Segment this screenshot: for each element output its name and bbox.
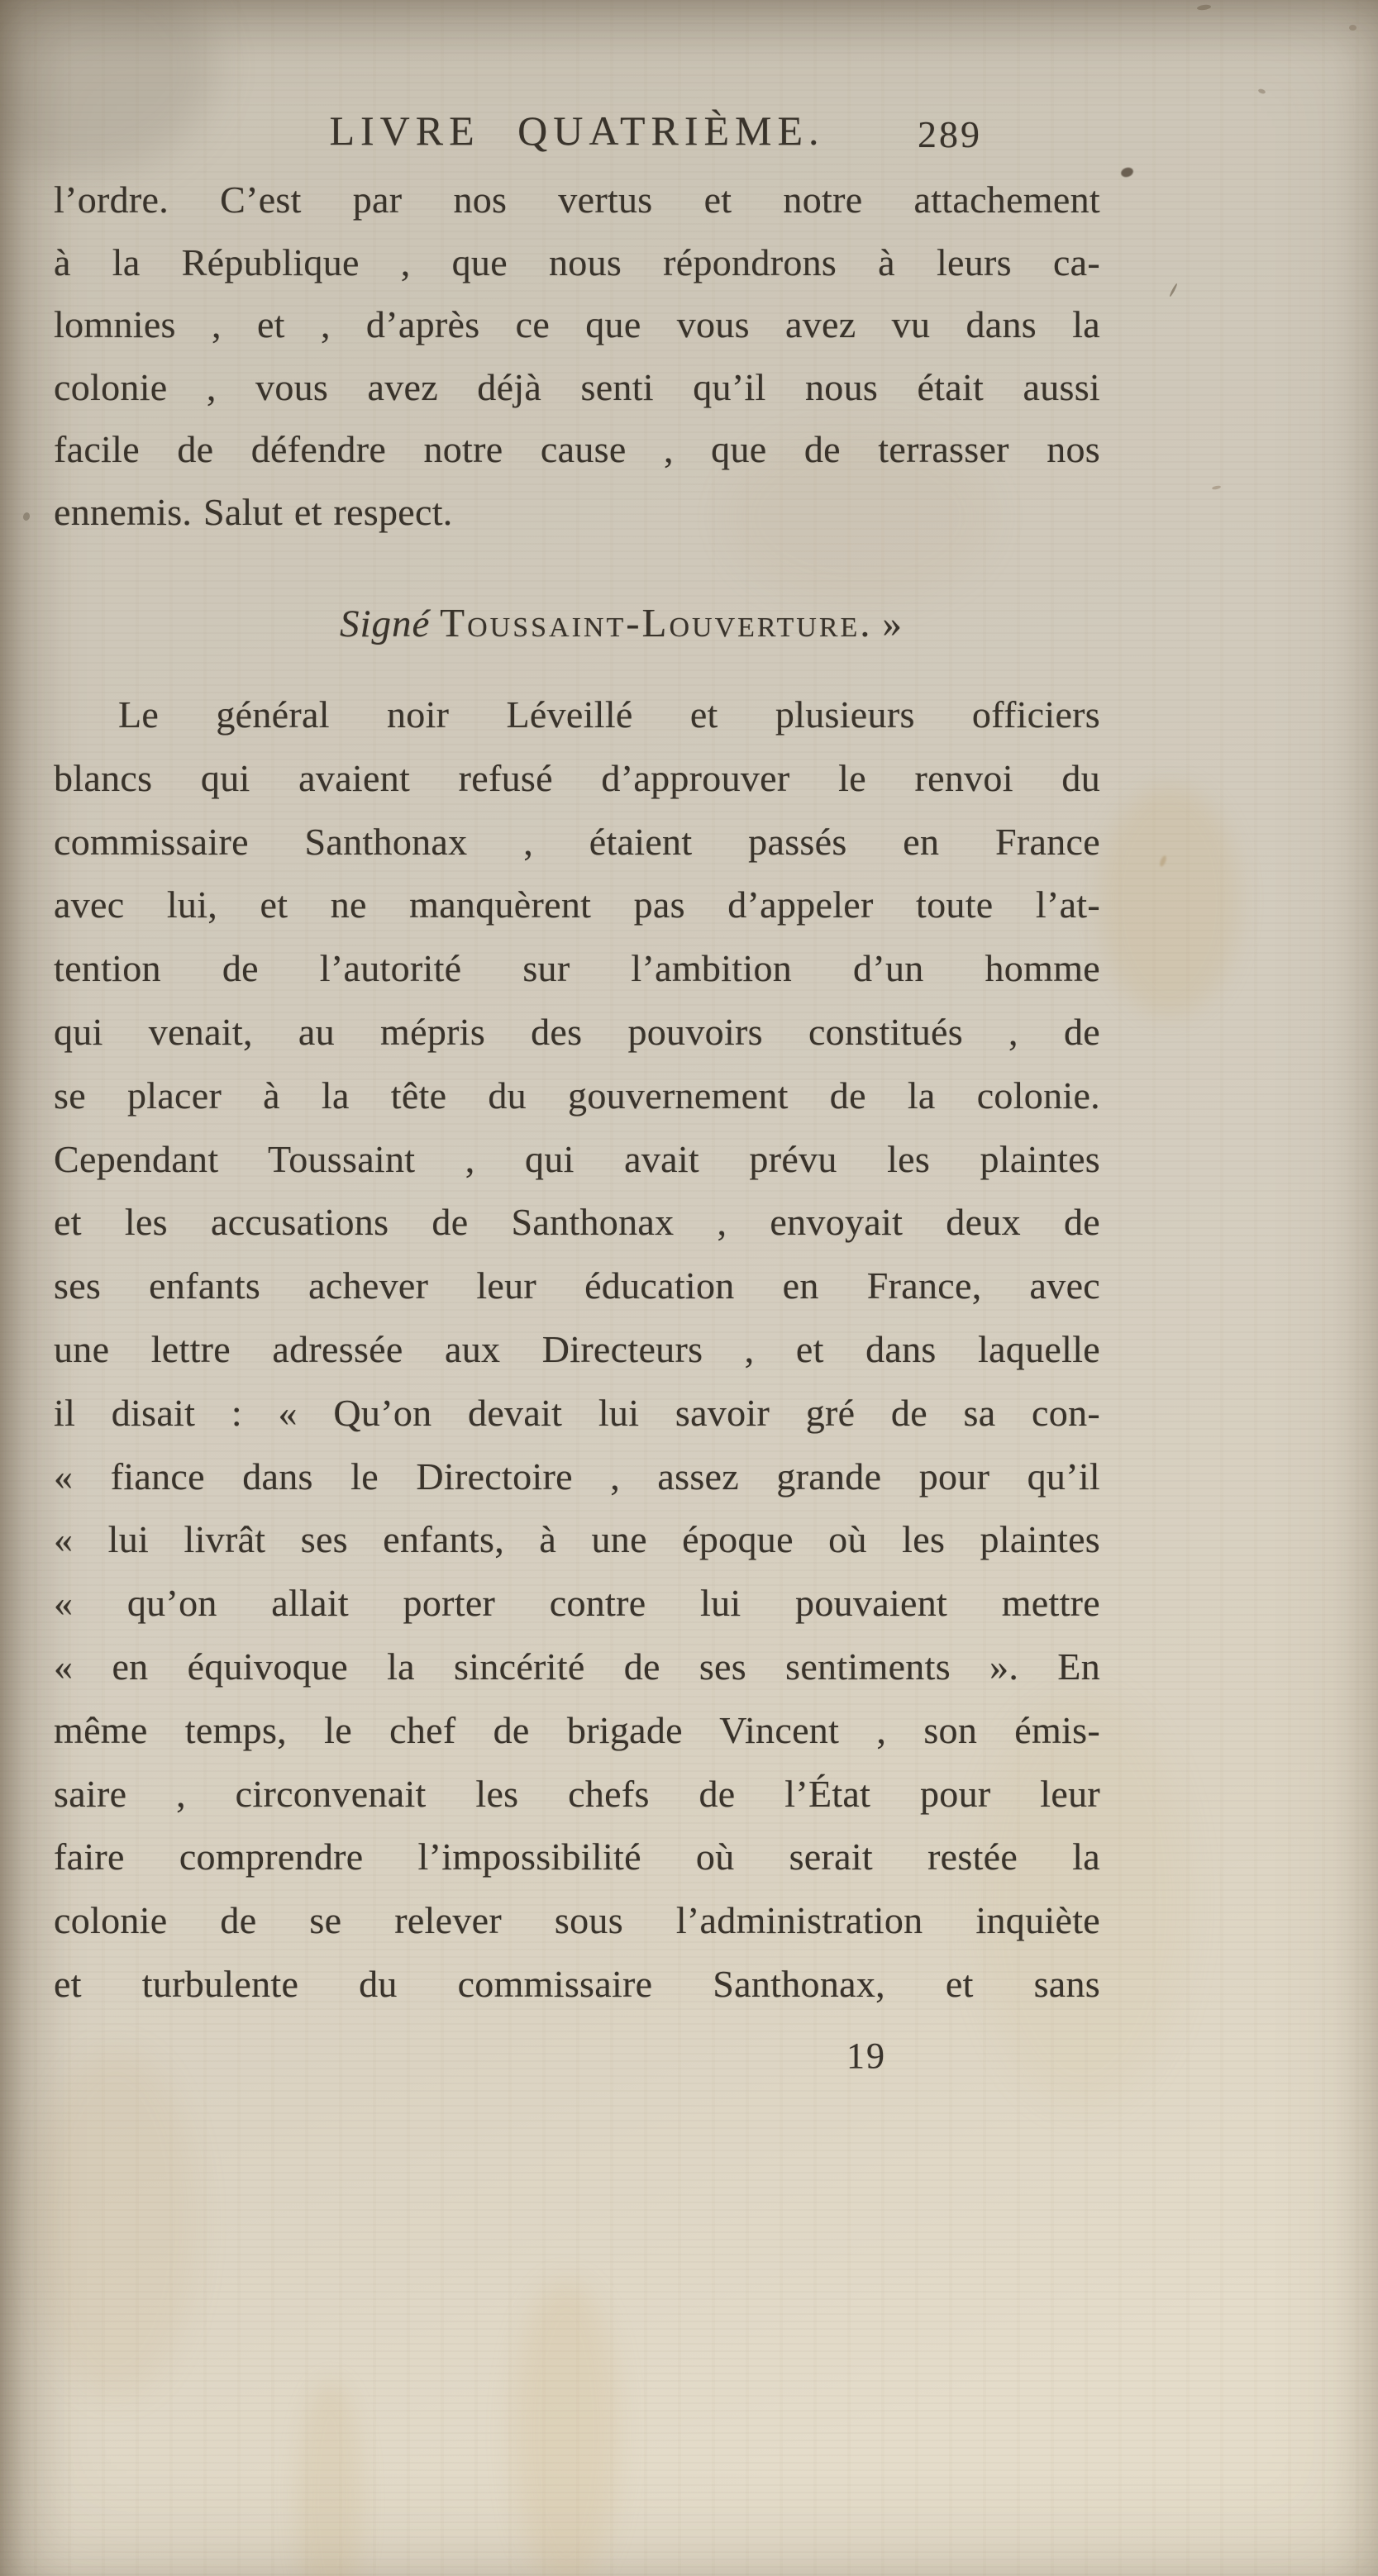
text-line: qui venait, au mépris des pouvoirs constitués , de — [54, 1010, 1100, 1053]
text-line: à la République , que nous répondrons à leurs ca- — [54, 240, 1100, 283]
text-line: « fiance dans le Directoire , assez grande pour qu’il — [54, 1455, 1100, 1498]
text-line: et turbulente du commissaire Santhonax, et sans — [54, 1962, 1100, 2005]
text-line: « qu’on allait porter contre lui pouvaient mettre — [54, 1582, 1100, 1625]
text-line: faire comprendre l’impossibilité où serait restée la — [54, 1836, 1100, 1878]
text-line: même temps, le chef de brigade Vincent , son émis- — [54, 1708, 1100, 1751]
ink-speck — [1169, 283, 1178, 297]
text-line: Cependant Toussaint , qui avait prévu les plaintes — [54, 1137, 1100, 1180]
paper-stain — [298, 2380, 364, 2576]
page-number: 289 — [918, 113, 982, 155]
text-line: tention de l’autorité sur l’ambition d’un homme — [54, 947, 1100, 990]
text-line: ennemis. Salut et respect. — [54, 490, 453, 533]
text-line: saire , circonvenait les chefs de l’État pour leur — [54, 1772, 1100, 1815]
ink-speck — [1349, 25, 1357, 31]
paragraph-narrative — [54, 683, 1100, 2017]
text-line: blancs qui avaient refusé d’approuver le renvoi du — [54, 756, 1100, 799]
text-line: « lui livrât ses enfants, à une époque où les plaintes — [54, 1518, 1100, 1561]
text-line: colonie de se relever sous l’administration inquiète — [54, 1899, 1100, 1942]
text-line: une lettre adressée aux Directeurs , et dans laquelle — [54, 1327, 1100, 1370]
ink-speck — [1257, 88, 1266, 95]
text-line: Le général noir Léveillé et plusieurs officiers — [118, 693, 1100, 736]
text-line: il disait : « Qu’on devait lui savoir gré de sa con- — [54, 1391, 1100, 1434]
ink-speck — [1120, 166, 1135, 179]
text-line: « en équivoque la sincérité de ses sentiments ». En — [54, 1645, 1100, 1688]
ink-speck — [22, 512, 31, 521]
text-line: avec lui, et ne manquèrent pas d’appeler toute l’at- — [54, 883, 1100, 926]
paragraph-letter-ending — [54, 169, 1100, 543]
signature-prefix: Signé — [340, 602, 431, 645]
text-line: ses enfants achever leur éducation en France, avec — [54, 1264, 1100, 1307]
running-head — [54, 106, 1100, 160]
signature-name: Toussaint-Louverture. — [440, 600, 873, 645]
gathering-mark: 19 — [846, 2036, 886, 2076]
signature-line — [54, 592, 1100, 655]
text-line: commissaire Santhonax , étaient passés en France — [54, 820, 1100, 863]
paper-stain — [513, 2281, 620, 2576]
text-line: lomnies , et , d’après ce que vous avez vu dans la — [54, 303, 1100, 345]
ink-speck — [1159, 855, 1168, 867]
ink-speck — [1197, 4, 1212, 11]
paper-stain — [33, 2050, 198, 2397]
closing-guillemet: » — [882, 602, 903, 645]
text-line: l’ordre. C’est par nos vertus et notre attachement — [54, 179, 1100, 221]
text-line: et les accusations de Santhonax , envoyait deux de — [54, 1201, 1100, 1244]
text-line: colonie , vous avez déjà senti qu’il nous était aussi — [54, 365, 1100, 408]
book-title: LIVRE QUATRIÈME. — [329, 107, 825, 154]
ink-speck — [1212, 485, 1222, 490]
paper-stain — [1099, 785, 1240, 1017]
text-line: facile de défendre notre cause , que de terrasser nos — [54, 428, 1100, 470]
text-line: se placer à la tête du gouvernement de la colonie. — [54, 1074, 1100, 1117]
